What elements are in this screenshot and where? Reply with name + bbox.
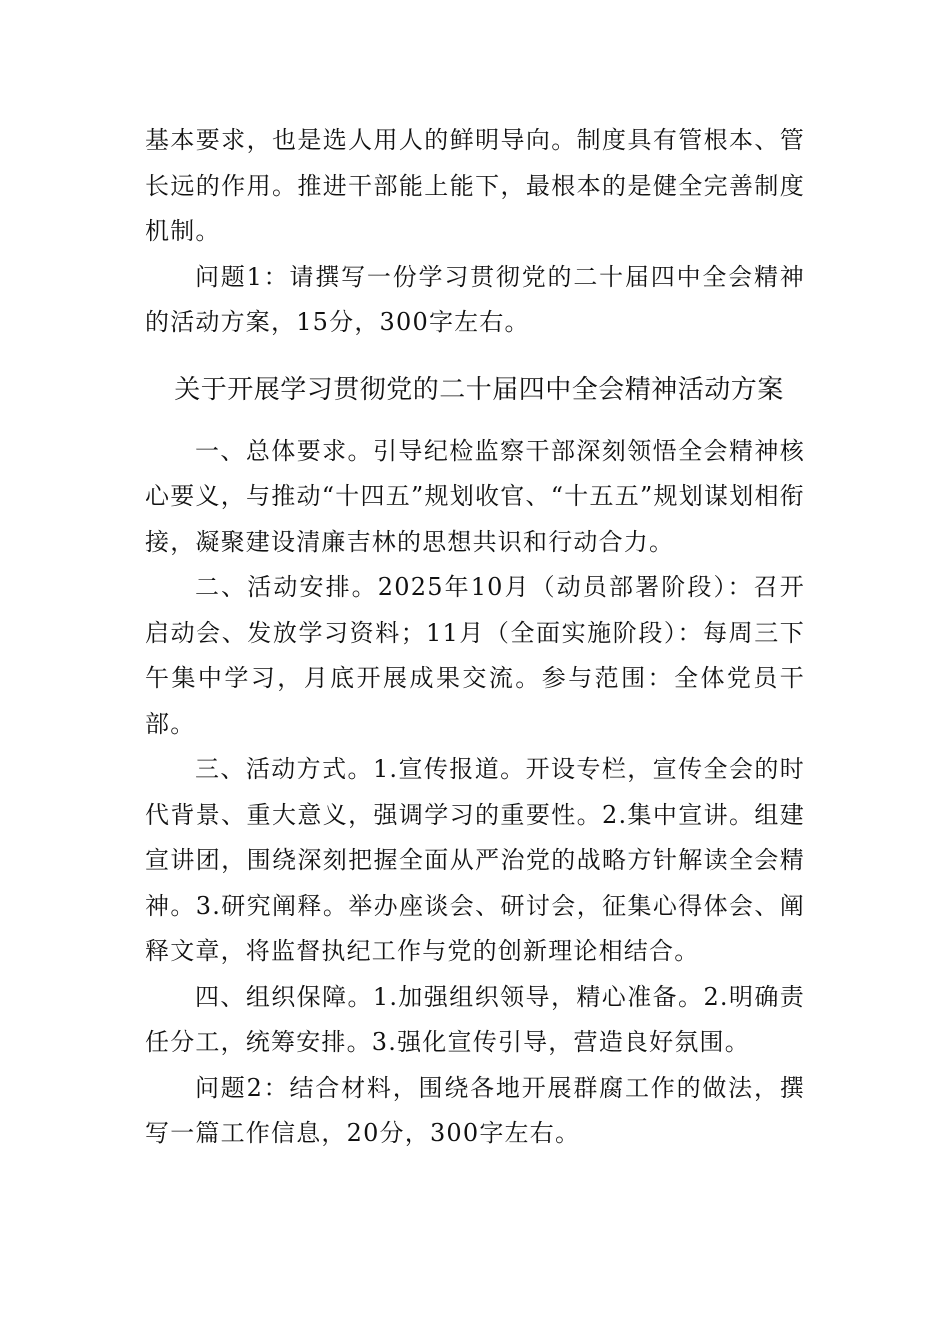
section-activity-arrangement: 二、活动安排。2025年10月（动员部署阶段）：召开启动会、发放学习资料；11月（全面实施阶段）：每周三下午集中学习，月底开展成果交流。参与范围：全体党员干部。 (145, 573, 805, 738)
question-1: 问题1：请撰写一份学习贯彻党的二十届四中全会精神的活动方案，15分，300字左右。 (145, 262, 805, 336)
plan-title: 关于开展学习贯彻党的二十届四中全会精神活动方案 (174, 374, 784, 405)
section-overall-requirements: 一、总体要求。引导纪检监察干部深刻领悟全会精神核心要义，与推动“十四五”规划收官、“十五五”规划谋划相衔接，凝聚建设清廉吉林的思想共识和行动合力。 (145, 436, 805, 556)
paragraph-intro: 基本要求，也是选人用人的鲜明导向。制度具有管根本、管长远的作用。推进干部能上能下，最根本的是健全完善制度机制。 (145, 126, 805, 245)
question-2: 问题2：结合材料，围绕各地开展群腐工作的做法，撰写一篇工作信息，20分，300字左右。 (145, 1073, 805, 1147)
section-activity-methods: 三、活动方式。1.宣传报道。开设专栏，宣传全会的时代背景、重大意义，强调学习的重要性。2.集中宣讲。组建宣讲团，围绕深刻把握全面从严治党的战略方针解读全会精神。3.研究阐释。举办座谈会、研讨会，征集心得体会、阐释文章，将监督执纪工作与党的创新理论相结合。 (145, 755, 805, 965)
section-organizational-guarantee: 四、组织保障。1.加强组织领导，精心准备。2.明确责任分工，统筹安排。3.强化宣传引导，营造良好氛围。 (145, 982, 805, 1056)
document-page (145, 118, 805, 1157)
